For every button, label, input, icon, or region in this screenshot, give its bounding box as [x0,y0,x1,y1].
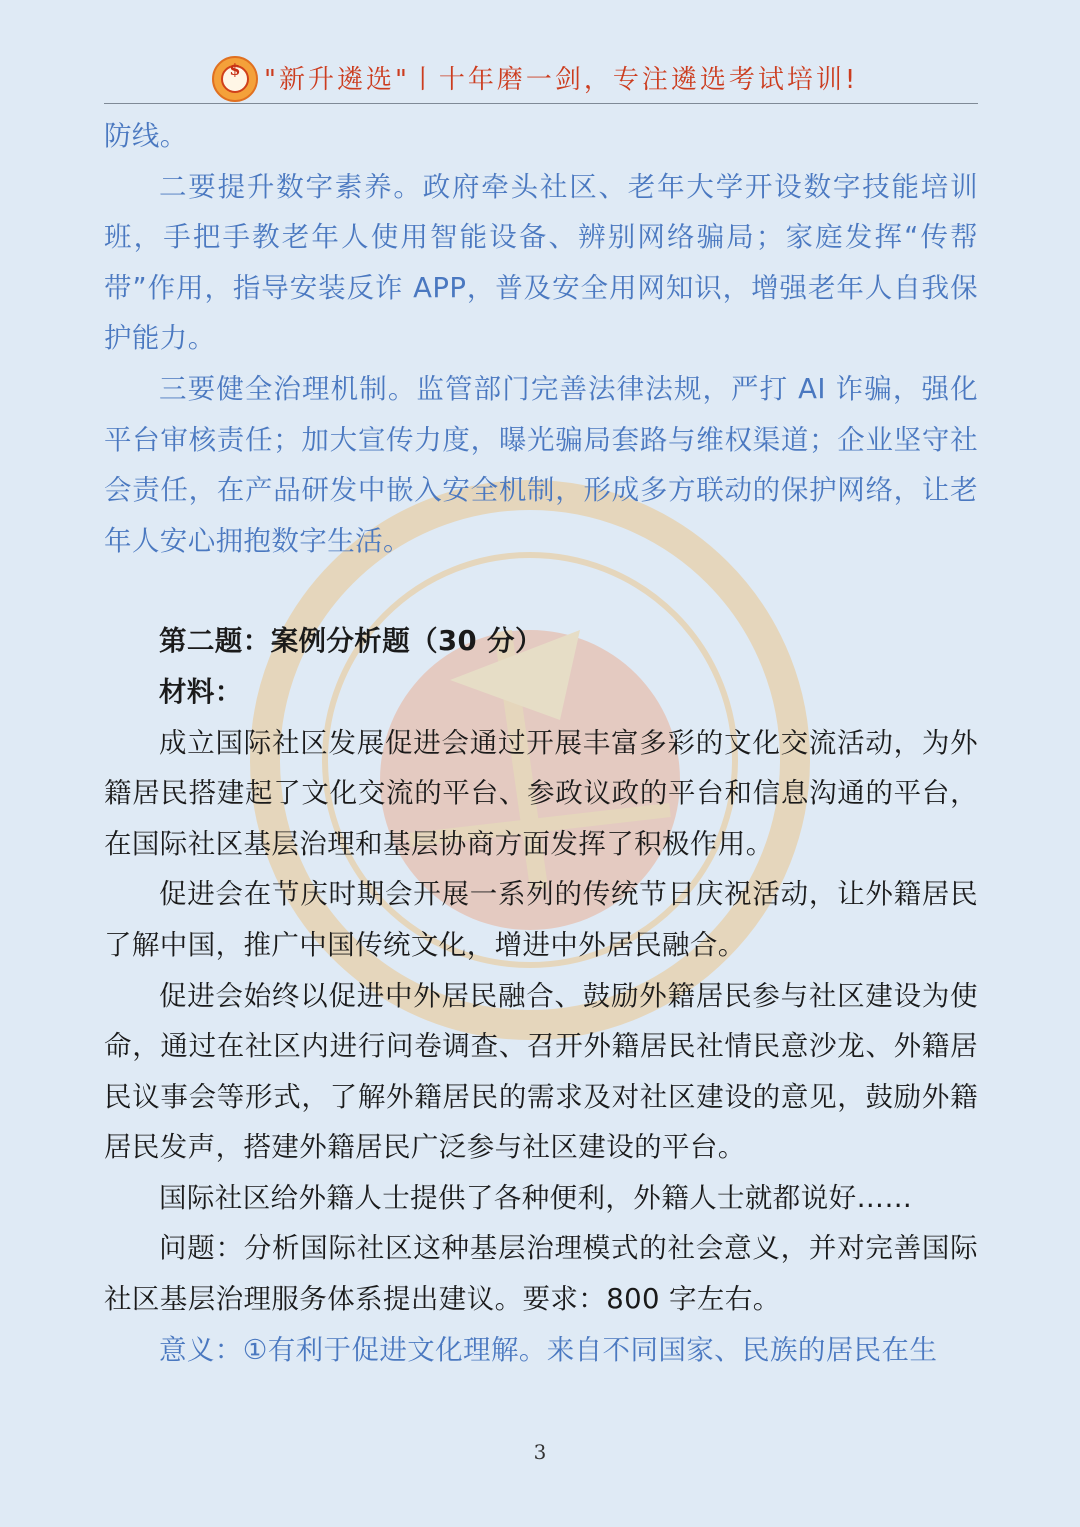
paragraph-material-4: 国际社区给外籍人士提供了各种便利，外籍人士就都说好…… [159,1181,913,1214]
header-title: "新升遴选"丨十年磨一剑，专注遴选考试培训! [264,65,859,95]
body-text [104,111,978,1375]
page-header [104,56,978,104]
paragraph-material-1: 成立国际社区发展促进会通过开展丰富多彩的文化交流活动，为外籍居民搭建起了文化交流的平台、参政议政的平台和信息沟通的平台，在国际社区基层治理和基层协商方面发挥了积极作用。 [104,726,978,860]
question-heading: 第二题：案例分析题（30 分） [159,625,543,658]
answer-text: 意义：①有利于促进文化理解。来自不同国家、民族的居民在生 [159,1333,938,1366]
paragraph-material-2: 促进会在节庆时期会开展一系列的传统节日庆祝活动，让外籍居民了解中国，推广中国传统文化，增进中外居民融合。 [104,878,978,961]
page-number: 3 [533,1440,547,1464]
paragraph-1: 防线。 [104,120,188,152]
seal-logo-icon: $ [212,56,258,102]
header-divider [104,103,978,104]
material-label: 材料： [159,675,243,708]
question-text: 问题：分析国际社区这种基层治理模式的社会意义，并对完善国际社区基层治理服务体系提出建议。要求：800 字左右。 [104,1232,978,1316]
paragraph-2: 二要提升数字素养。政府牵头社区、老年大学开设数字技能培训班，手把手教老年人使用智能设备、辨别网络骗局；家庭发挥“传帮带”作用，指导安装反诈 APP，普及安全用网知识，增强老年人自我保护能力。 [104,170,978,355]
paragraph-3: 三要健全治理机制。监管部门完善法律法规，严打 AI 诈骗，强化平台审核责任；加大宣传力度，曝光骗局套路与维权渠道；企业坚守社会责任，在产品研发中嵌入安全机制，形成多方联动的保护网络，让老年人安心拥抱数字生活。 [104,372,978,557]
paragraph-material-3: 促进会始终以促进中外居民融合、鼓励外籍居民参与社区建设为使命，通过在社区内进行问卷调查、召开外籍居民社情民意沙龙、外籍居民议事会等形式，了解外籍居民的需求及对社区建设的意见，鼓励外籍居民发声，搭建外籍居民广泛参与社区建设的平台。 [104,979,978,1164]
